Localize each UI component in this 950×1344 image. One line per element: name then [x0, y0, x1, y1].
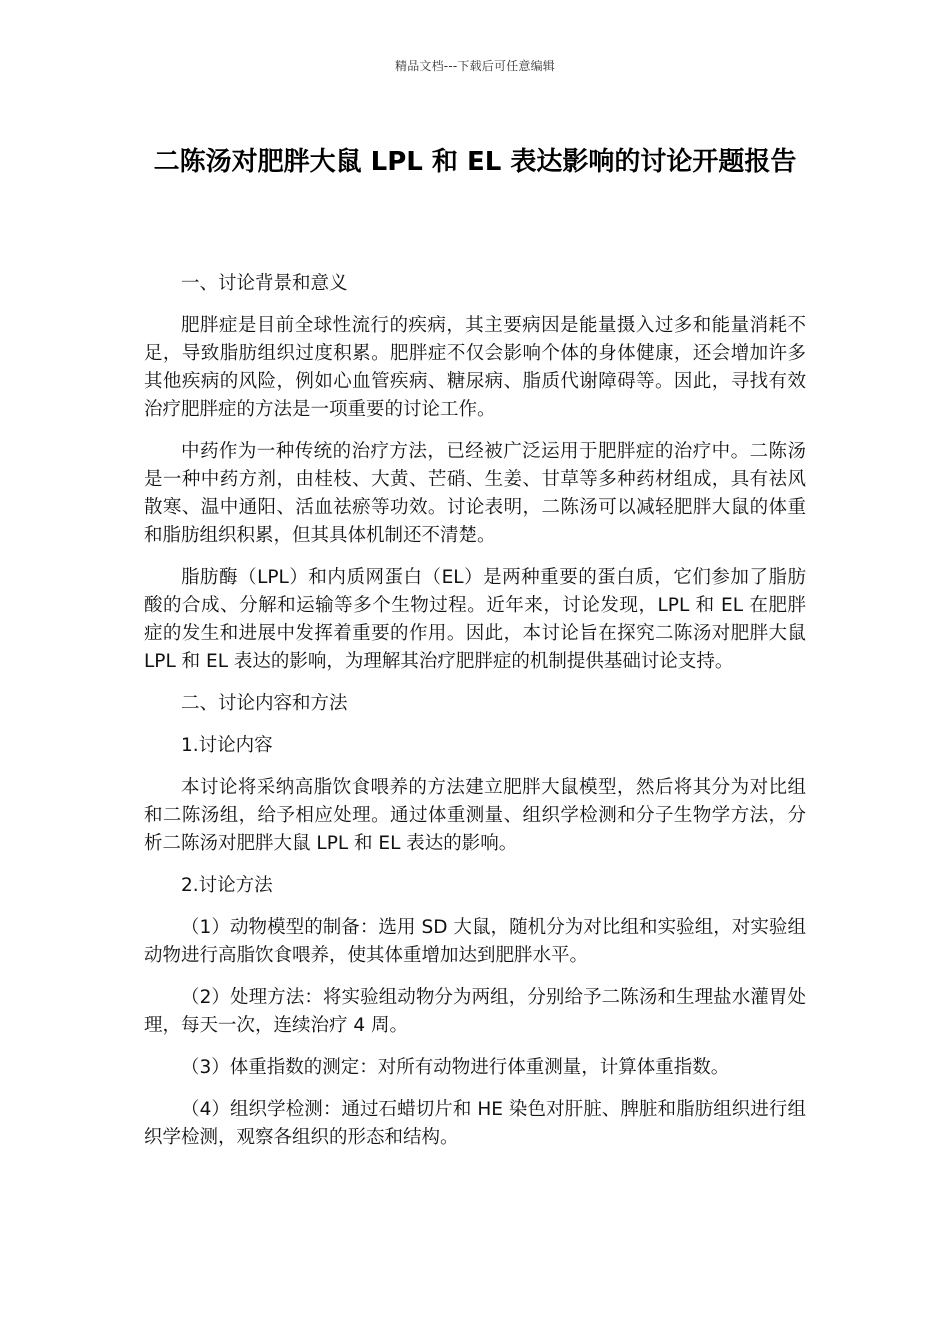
document-body [144, 270, 806, 1166]
section-heading-methods: 二、讨论内容和方法 [181, 693, 348, 714]
method-item-4: （4）组织学检测：通过石蜡切片和 HE 染色对肝脏、脾脏和脂肪组织进行组织学检测，观察各组织的形态和结构。 [144, 1099, 806, 1148]
method-item-2: （2）处理方法：将实验组动物分为两组，分别给予二陈汤和生理盐水灌胃处理，每天一次，连续治疗 4 周。 [144, 987, 806, 1036]
paragraph-tcm: 中药作为一种传统的治疗方法，已经被广泛运用于肥胖症的治疗中。二陈汤是一种中药方剂，由桂枝、大黄、芒硝、生姜、甘草等多种药材组成，具有祛风散寒、温中通阳、活血祛瘀等功效。讨论表明，二陈汤可以减轻肥胖大鼠的体重和脂肪组织积累，但其具体机制还不清楚。 [144, 441, 806, 546]
method-item-1: （1）动物模型的制备：选用 SD 大鼠，随机分为对比组和实验组，对实验组动物进行高脂饮食喂养，使其体重增加达到肥胖水平。 [144, 917, 806, 966]
section-heading-background: 一、讨论背景和意义 [181, 273, 348, 294]
method-item-3: （3）体重指数的测定：对所有动物进行体重测量，计算体重指数。 [181, 1057, 730, 1078]
document-title: 二陈汤对肥胖大鼠 LPL 和 EL 表达影响的讨论开题报告 [153, 147, 797, 177]
paragraph-content: 本讨论将采纳高脂饮食喂养的方法建立肥胖大鼠模型，然后将其分为对比组和二陈汤组，给予相应处理。通过体重测量、组织学检测和分子生物学方法，分析二陈汤对肥胖大鼠 LPL 和 EL 表达的影响。 [144, 777, 806, 854]
subheading-methods: 2.讨论方法 [181, 875, 273, 896]
subheading-content: 1.讨论内容 [181, 735, 273, 756]
paragraph-obesity: 肥胖症是目前全球性流行的疾病，其主要病因是能量摄入过多和能量消耗不足，导致脂肪组织过度积累。肥胖症不仅会影响个体的身体健康，还会增加许多其他疾病的风险，例如心血管疾病、糖尿病、脂质代谢障碍等。因此，寻找有效治疗肥胖症的方法是一项重要的讨论工作。 [144, 315, 806, 420]
header-note: 精品文档---下载后可任意编辑 [395, 59, 555, 73]
paragraph-lpl-el: 脂肪酶（LPL）和内质网蛋白（EL）是两种重要的蛋白质，它们参加了脂肪酸的合成、分解和运输等多个生物过程。近年来，讨论发现，LPL 和 EL 在肥胖症的发生和进展中发挥着重要的作用。因此，本讨论旨在探究二陈汤对肥胖大鼠 LPL 和 EL 表达的影响，为理解其治疗肥胖症的机制提供基础讨论支持。 [144, 567, 806, 672]
